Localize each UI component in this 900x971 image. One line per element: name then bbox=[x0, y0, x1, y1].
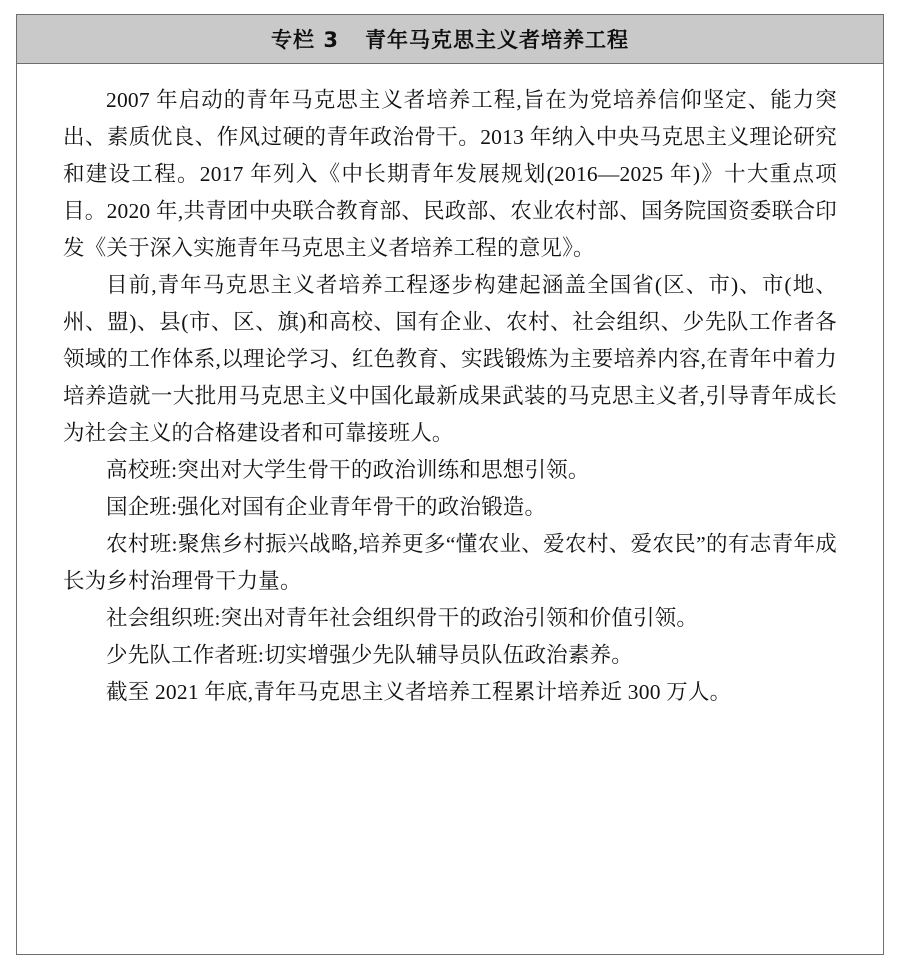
paragraph-item-social-org: 社会组织班:突出对青年社会组织骨干的政治引领和价值引领。 bbox=[106, 605, 699, 630]
paragraph-summary: 截至 2021 年底,青年马克思主义者培养工程累计培养近 300 万人。 bbox=[106, 679, 732, 704]
callout-box-body bbox=[17, 64, 883, 954]
callout-box-header bbox=[17, 15, 883, 64]
paragraph-item-rural: 农村班:聚焦乡村振兴战略,培养更多“懂农业、爱农村、爱农民”的有志青年成长为乡村治理骨干力量。 bbox=[63, 531, 837, 593]
paragraph-1: 2007 年启动的青年马克思主义者培养工程,旨在为党培养信仰坚定、能力突出、素质优良、作风过硬的青年政治骨干。2013 年纳入中央马克思主义理论研究和建设工程。2017 年列入《中长期青年发展规划(2016—2025 年)》十大重点项目。2020 年,共青团中央联合教育部、民政部、农业农村部、国务院国资委联合印发《关于深入实施青年马克思主义者培养工程的意见》。 bbox=[63, 88, 837, 260]
paragraph-item-young-pioneers: 少先队工作者班:切实增强少先队辅导员队伍政治素养。 bbox=[106, 642, 633, 667]
callout-title bbox=[271, 24, 629, 54]
callout-label: 专栏 3 bbox=[271, 28, 339, 52]
paragraph-item-university: 高校班:突出对大学生骨干的政治训练和思想引领。 bbox=[106, 457, 590, 482]
callout-title-text: 青年马克思主义者培养工程 bbox=[364, 28, 629, 52]
callout-box bbox=[16, 14, 884, 955]
paragraph-2: 目前,青年马克思主义者培养工程逐步构建起涵盖全国省(区、市)、市(地、州、盟)、县(市、区、旗)和高校、国有企业、农村、社会组织、少先队工作者各领域的工作体系,以理论学习、红色教育、实践锻炼为主要培养内容,在青年中着力培养造就一大批用马克思主义中国化最新成果武装的马克思主义者,引导青年成长为社会主义的合格建设者和可靠接班人。 bbox=[63, 272, 837, 445]
paragraph-item-soe: 国企班:强化对国有企业青年骨干的政治锻造。 bbox=[106, 494, 547, 519]
